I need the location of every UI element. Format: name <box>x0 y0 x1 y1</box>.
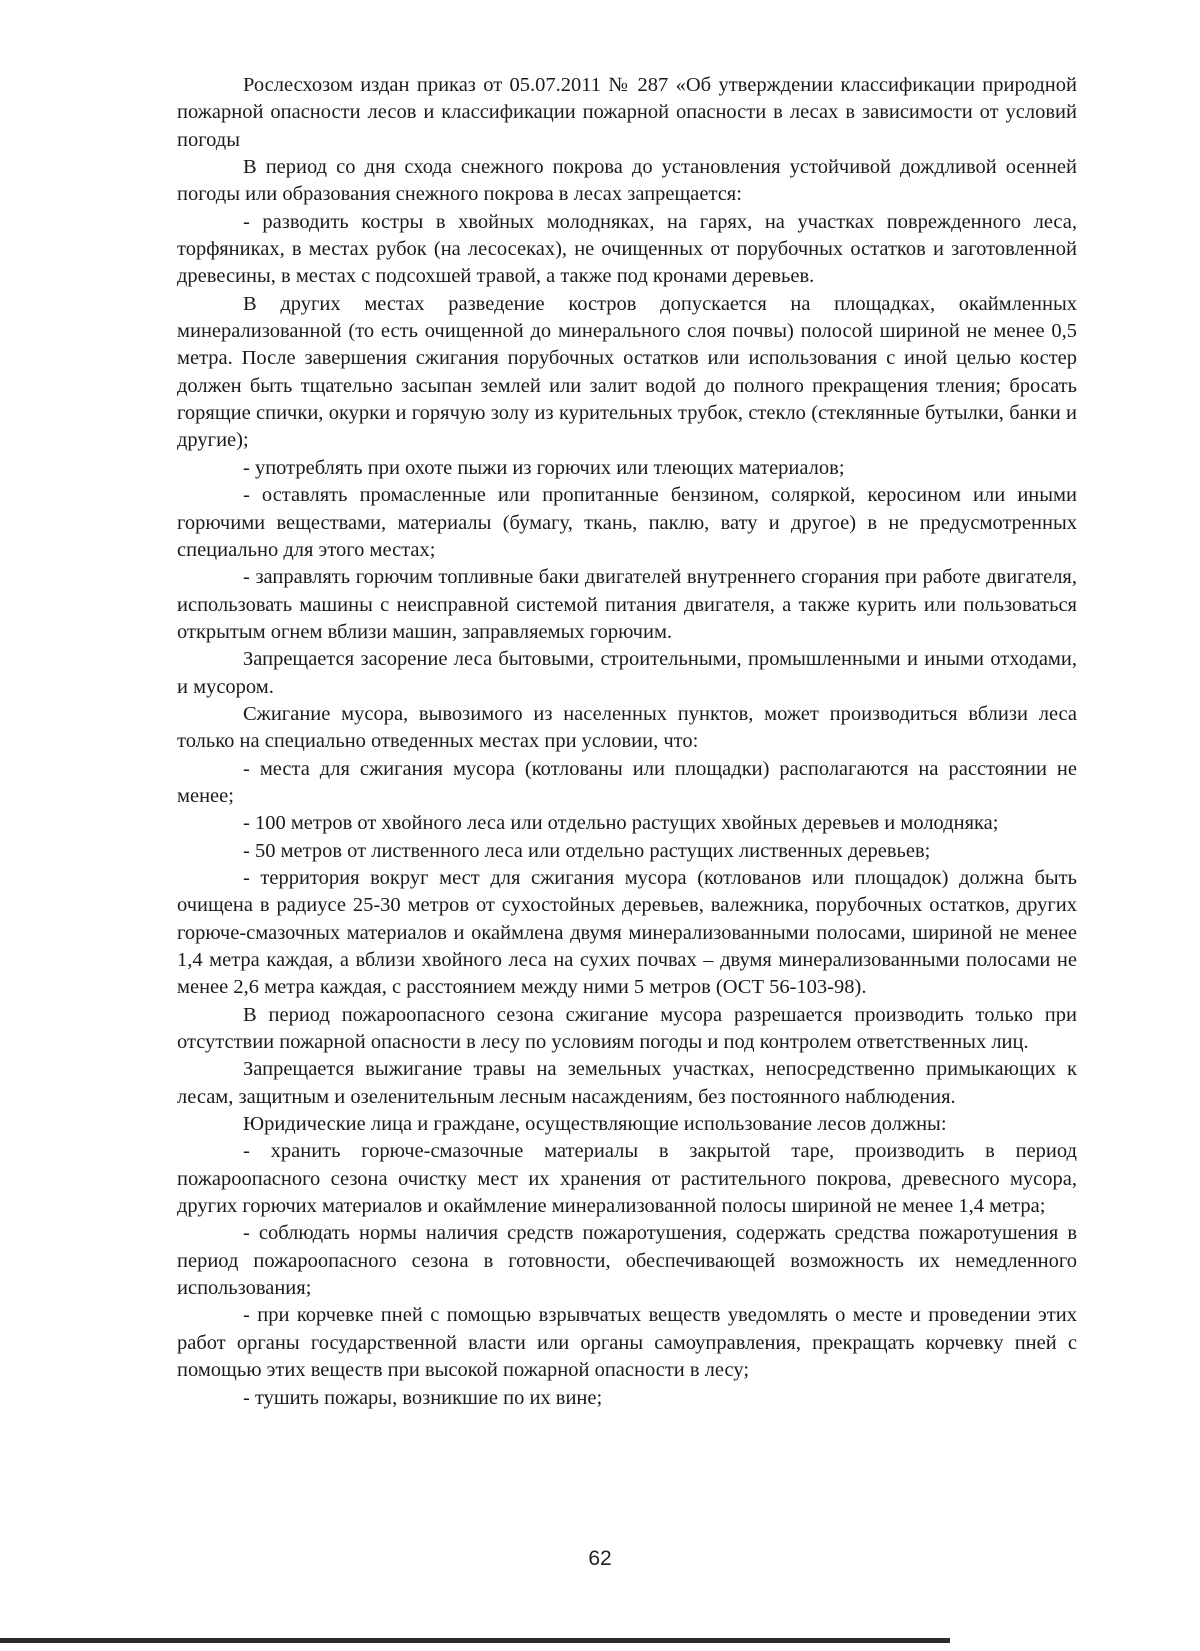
paragraph-campfire-ban: - разводить костры в хвойных молодняках, на гарях, на участках поврежденного леса, торфяниках, в местах рубок (на лесосеках), не очищенных от порубочных остатков и заготовленной древесины, в местах с подсохшей травой, а также под кронами деревьев. <box>177 210 1077 288</box>
paragraph-grass-burning-ban: Запрещается выжигание травы на земельных участках, непосредственно примыкающих к лесам, защитным и озеленительным лесным насаждениям, без постоянного наблюдения. <box>177 1058 1077 1108</box>
paragraph-order-intro: Рослесхозом издан приказ от 05.07.2011 № 287 «Об утверждении классификации природной пожарной опасности лесов и классификации пожарной опасности в лесах в зависимости от условий погоды <box>177 74 1077 151</box>
paragraph-burning-sites: - места для сжигания мусора (котлованы или площадки) располагаются на расстоянии не менее; <box>177 757 1077 807</box>
paragraph-wads-ban: - употреблять при охоте пыжи из горючих или тлеющих материалов; <box>243 456 845 479</box>
paragraph-littering-ban: Запрещается засорение леса бытовыми, строительными, промышленными и иными отходами, и мусором. <box>177 648 1077 698</box>
paragraph-fire-season-burning: В период пожароопасного сезона сжигание мусора разрешается производить только при отсутствии пожарной опасности в лесу по условиям погоды и под контролем ответственных лиц. <box>177 1003 1077 1054</box>
paragraph-oiled-materials: - оставлять промасленные или пропитанные бензином, соляркой, керосином или иными горючими веществами, материалы (бумагу, ткань, паклю, вату и другое) в не предусмотренных специально для этого местах; <box>177 484 1077 561</box>
paragraph-prohibition-period: В период со дня схода снежного покрова до установления устойчивой дождливой осенней погоды или образования снежного покрова в лесах запрещается: <box>177 156 1077 206</box>
scan-edge-line <box>0 1638 950 1643</box>
paragraph-site-clearing: - территория вокруг мест для сжигания мусора (котлованов или площадок) должна быть очищена в радиусе 25-30 метров от сухостойных деревьев, валежника, порубочных остатков, других горюче-смазочных материалов и окаймлена двумя минерализованными полосами, шириной не менее 1,4 метра каждая, а вблизи хвойного леса на сухих почвах – двумя минерализованными полосами не менее 2,6 метра каждая, с расстоянием между ними 5 метров (ОСТ 56-103-98). <box>177 866 1077 999</box>
paragraph-campfire-rules: В других местах разведение костров допускается на площадках, окаймленных минерализованной (то есть очищенной до минерального слоя почвы) полосой шириной не менее 0,5 метра. После завершения сжигания порубочных остатков или использования с иной целью костер должен быть тщательно засыпан землей или залит водой до полного прекращения тления; бросать горящие спички, окурки и горячую золу из курительных трубок, стекло (стеклянные бутылки, банки и другие); <box>177 292 1077 452</box>
paragraph-obligations-intro: Юридические лица и граждане, осуществляющие использование лесов должны: <box>243 1113 947 1136</box>
paragraph-distance-deciduous: - 50 метров от лиственного леса или отдельно растущих лиственных деревьев; <box>243 839 931 862</box>
paragraph-waste-burning: Сжигание мусора, вывозимого из населенных пунктов, может производиться вблизи леса только на специально отведенных местах при условии, что: <box>177 702 1077 753</box>
paragraph-refueling: - заправлять горючим топливные баки двигателей внутреннего сгорания при работе двигателя, использовать машины с неисправной системой питания двигателя, а также курить или пользоваться открытым огнем вблизи машин, заправляемых горючим. <box>177 566 1077 643</box>
paragraph-extinguish-fires: - тушить пожары, возникшие по их вине; <box>243 1386 603 1409</box>
paragraph-firefighting-means: - соблюдать нормы наличия средств пожаротушения, содержать средства пожаротушения в период пожароопасного сезона в готовности, обеспечивающей возможность их немедленного использования; <box>177 1222 1077 1300</box>
paragraph-stump-blasting: - при корчевке пней с помощью взрывчатых веществ уведомлять о месте и проведении этих работ органы государственной власти или органы самоуправления, прекращать корчевку пней с помощью этих веществ при высокой пожарной опасности в лесу; <box>177 1304 1077 1382</box>
page-number: 62 <box>588 1547 612 1570</box>
paragraph-distance-conifer: - 100 метров от хвойного леса или отдельно растущих хвойных деревьев и молодняка; <box>243 812 999 835</box>
paragraph-fuel-storage: - хранить горюче-смазочные материалы в закрытой таре, производить в период пожароопасного сезона очистку мест их хранения от растительного покрова, древесного мусора, других горючих материалов и окаймление минерализованной полосы шириной не менее 1,4 метра; <box>177 1140 1077 1218</box>
document-body <box>177 72 1077 1412</box>
